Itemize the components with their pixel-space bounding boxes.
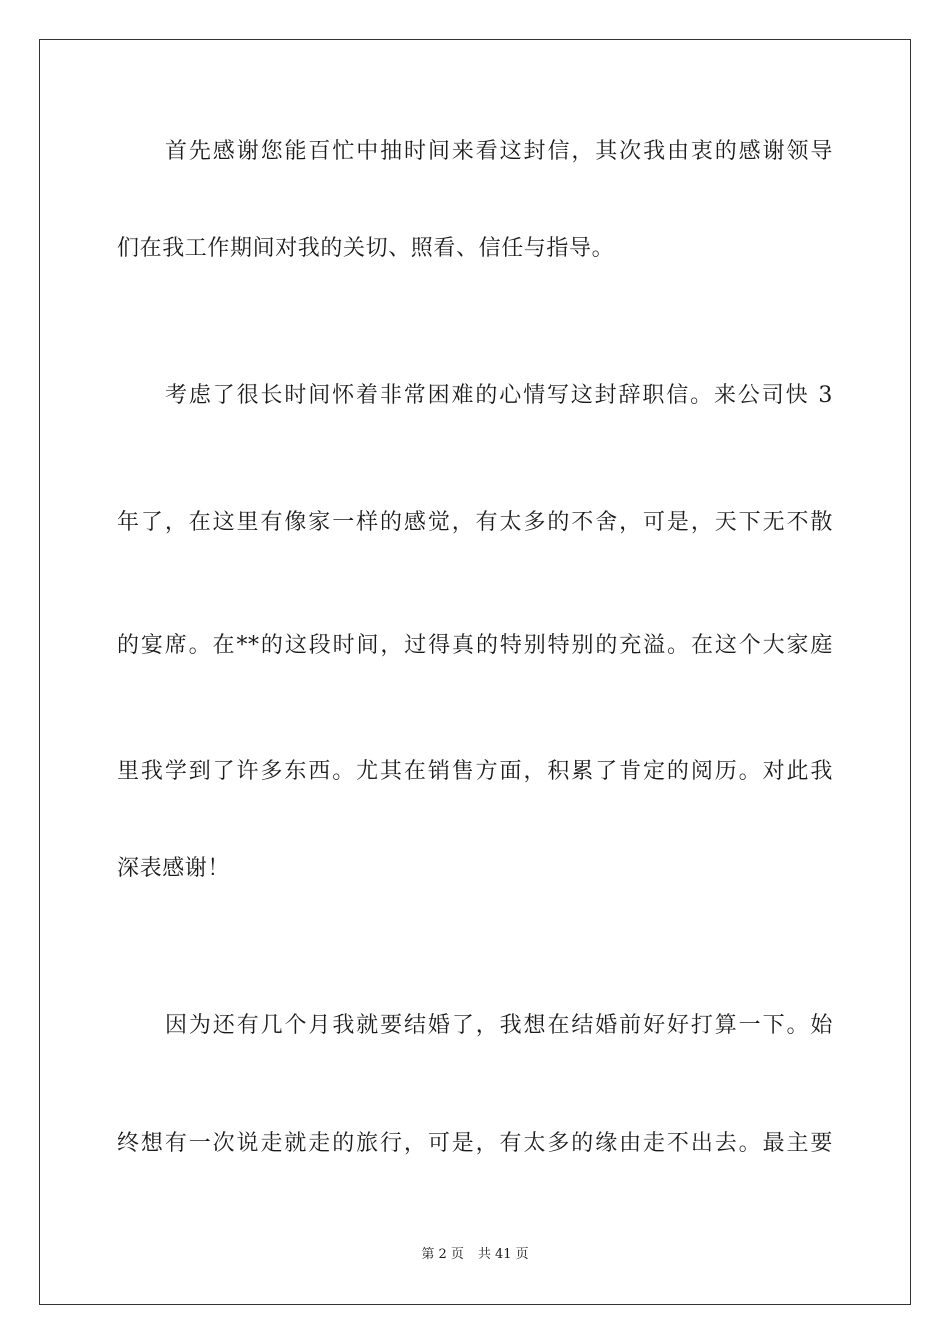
paragraph-3-line-1: 因为还有几个月我就要结婚了，我想在结婚前好好打算一下。始 (165, 1013, 833, 1038)
paragraph-1-line-2: 们在我工作期间对我的关切、照看、信任与指导。 (117, 236, 615, 261)
page-total: 共 41 页 (477, 1247, 529, 1262)
paragraph-3-line-2: 终想有一次说走就走的旅行，可是，有太多的缘由走不出去。最主要 (117, 1131, 833, 1156)
paragraph-2-line-5: 深表感谢！ (117, 856, 231, 881)
paragraph-2-line-1: 考虑了很长时间怀着非常困难的心情写这封辞职信。来公司快 3 (165, 383, 833, 408)
page-footer (0, 1246, 950, 1264)
paragraph-1-line-1: 首先感谢您能百忙中抽时间来看这封信，其次我由衷的感谢领导 (165, 139, 833, 164)
paragraph-2-line-2: 年了，在这里有像家一样的感觉，有太多的不舍，可是，天下无不散 (117, 510, 833, 535)
paragraph-2-line-3: 的宴席。在**的这段时间，过得真的特别特别的充溢。在这个大家庭 (117, 633, 833, 658)
page-border (39, 39, 911, 1305)
page-number: 第 2 页 (421, 1247, 464, 1262)
paragraph-2-line-4: 里我学到了许多东西。尤其在销售方面，积累了肯定的阅历。对此我 (117, 759, 833, 784)
